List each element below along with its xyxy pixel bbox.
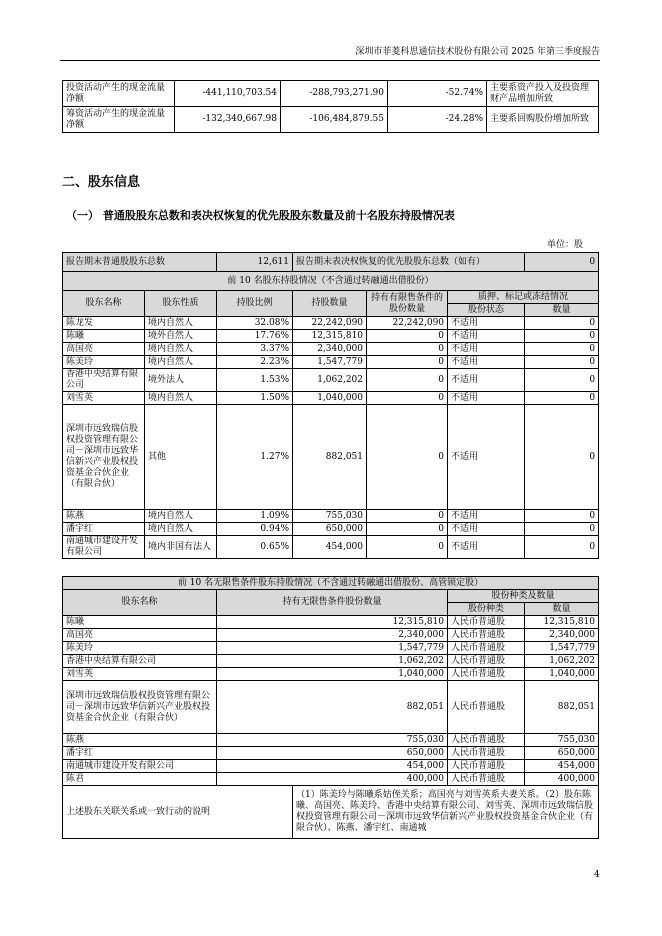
holder-qty: 400,000 [217,773,448,786]
header-kind: 股份种类及数量 [448,590,599,603]
table-title-row [63,272,599,291]
table-row [63,81,599,107]
table-row [63,330,599,343]
holder-qty: 1,040,000 [293,392,367,405]
share-type: 人民币普通股 [448,616,525,629]
header-name: 股东名称 [63,291,145,317]
table-row [63,523,599,536]
holder-status: 不适用 [448,330,525,343]
share-count: 454,000 [525,760,599,773]
holder-name: 深圳市远致瑞信股权投资管理有限公司－深圳市远致华信新兴产业股权投资基金合伙企业（有限合伙） [63,681,217,734]
holder-name: 香港中央结算有限公司 [63,655,217,668]
holder-qty: 1,547,779 [293,356,367,369]
holder-name: 陈燕 [63,510,145,523]
holder-name: 刘雪英 [63,668,217,681]
holder-nature: 境内非国有法人 [145,536,217,559]
holder-ratio: 1.27% [217,405,293,510]
holder-qty: 12,315,810 [217,616,448,629]
table-row [63,642,599,655]
table-row [63,343,599,356]
holder-name: 陈曦 [63,330,145,343]
holder-nature: 境内自然人 [145,392,217,405]
holder-nature: 其他 [145,405,217,510]
share-count: 1,062,202 [525,655,599,668]
top10-shareholders-table [62,252,599,559]
holder-nature: 境外法人 [145,369,217,392]
holder-count: 0 [525,510,599,523]
page-number: 4 [594,870,600,880]
table-row [63,536,599,559]
change-value: -52.74% [388,81,487,107]
unrestricted-title: 前 10 名无限售条件股东持股情况（不含通过转融通出借股份、高管锁定股） [63,577,599,590]
holder-status: 不适用 [448,343,525,356]
holder-count: 0 [525,523,599,536]
holder-name: 南通城市建设开发有限公司 [63,760,217,773]
holder-qty: 12,315,810 [293,330,367,343]
prior-value: -288,793,271.90 [281,81,388,107]
holder-name: 刘雪英 [63,392,145,405]
cash-flow-table [62,80,599,133]
holder-qty: 755,030 [293,510,367,523]
holder-count: 0 [525,330,599,343]
header-name: 股东名称 [63,590,217,616]
share-count: 400,000 [525,773,599,786]
share-count: 650,000 [525,747,599,760]
preferred-holders-label: 报告期末表决权恢复的优先股股东总数（如有） [293,253,525,272]
holder-nature: 境内自然人 [145,510,217,523]
holder-restricted: 0 [367,392,448,405]
holder-name: 潘宇红 [63,747,217,760]
holder-name: 潘宇红 [63,523,145,536]
share-type: 人民币普通股 [448,773,525,786]
header-nature: 股东性质 [145,291,217,317]
holder-restricted: 0 [367,510,448,523]
share-type: 人民币普通股 [448,668,525,681]
holder-ratio: 17.76% [217,330,293,343]
row-label: 投资活动产生的现金流量净额 [63,81,175,107]
total-holders-label: 报告期末普通股股东总数 [63,253,217,272]
share-count: 882,051 [525,681,599,734]
share-count: 755,030 [525,734,599,747]
holder-restricted: 0 [367,369,448,392]
share-type: 人民币普通股 [448,655,525,668]
holder-qty: 22,242,090 [293,317,367,330]
section-title: 二、股东信息 [62,175,141,190]
holder-status: 不适用 [448,405,525,510]
header-qty: 持有无限售条件股份数量 [217,590,448,616]
holder-ratio: 2.23% [217,356,293,369]
unrestricted-shareholders-table [62,576,599,839]
header-row [63,590,599,603]
holder-status: 不适用 [448,392,525,405]
preferred-holders-value: 0 [525,253,599,272]
holder-status: 不适用 [448,356,525,369]
table-row [63,734,599,747]
table-row [63,616,599,629]
total-holders-value: 12,611 [217,253,293,272]
table-row [63,747,599,760]
holder-count: 0 [525,536,599,559]
holder-status: 不适用 [448,317,525,330]
holder-nature: 境内自然人 [145,343,217,356]
holder-qty: 882,051 [293,405,367,510]
table-row [63,356,599,369]
holder-qty: 1,062,202 [217,655,448,668]
holder-status: 不适用 [448,523,525,536]
holder-status: 不适用 [448,536,525,559]
share-type: 人民币普通股 [448,734,525,747]
header-qty: 持股数量 [293,291,367,317]
relation-label: 上述股东关联关系或一致行动的说明 [63,786,293,839]
holder-qty: 650,000 [293,523,367,536]
relation-row [63,786,599,839]
share-type: 人民币普通股 [448,760,525,773]
header-ratio: 持股比例 [217,291,293,317]
current-value: -132,340,667.98 [175,107,281,133]
table-row [63,629,599,642]
change-reason: 主要系回购股份增加所致 [487,107,599,133]
summary-row [63,253,599,272]
header-status: 股份状态 [448,304,525,317]
table-row [63,392,599,405]
table-row [63,668,599,681]
subsection-title: （一） 普通股股东总数和表决权恢复的优先股股东数量及前十名股东持股情况表 [66,209,455,222]
holder-name: 香港中央结算有限公司 [63,369,145,392]
header-type: 股份种类 [448,603,525,616]
table-row [63,369,599,392]
holder-ratio: 32.08% [217,317,293,330]
unit-label: 单位：股 [547,240,584,250]
share-type: 人民币普通股 [448,681,525,734]
holder-ratio: 3.37% [217,343,293,356]
holder-name: 陈燕 [63,734,217,747]
holder-name: 陈君 [63,773,217,786]
holder-count: 0 [525,356,599,369]
holder-restricted: 0 [367,356,448,369]
header-restricted: 持有有限售条件的股份数量 [367,291,448,317]
table-row [63,510,599,523]
holder-qty: 1,040,000 [217,668,448,681]
holder-count: 0 [525,317,599,330]
holder-restricted: 0 [367,523,448,536]
share-type: 人民币普通股 [448,629,525,642]
header-count: 数量 [525,304,599,317]
holder-qty: 2,340,000 [293,343,367,356]
holder-restricted: 0 [367,330,448,343]
holder-count: 0 [525,392,599,405]
share-type: 人民币普通股 [448,642,525,655]
table-row [63,405,599,510]
page-header: 深圳市菲菱科思通信技术股份有限公司 2025 年第三季度报告 [60,46,600,61]
relation-text: （1）陈美玲与陈曦系姑侄关系；高国亮与刘雪英系夫妻关系。（2）股东陈曦、高国亮、陈美玲、香港中央结算有限公司、刘雪英、深圳市远致瑞信股权投资管理有限公司－深圳市远致华信新兴产业股权投资基金合伙企业（有限合伙）、陈燕、潘宇红、南通城 [293,786,599,839]
holder-qty: 755,030 [217,734,448,747]
table-row [63,317,599,330]
holder-ratio: 1.50% [217,392,293,405]
share-count: 2,340,000 [525,629,599,642]
holder-name: 高国亮 [63,629,217,642]
holder-count: 0 [525,369,599,392]
current-value: -441,110,703.54 [175,81,281,107]
holder-ratio: 1.09% [217,510,293,523]
holder-qty: 1,062,202 [293,369,367,392]
holder-name: 陈龙发 [63,317,145,330]
holder-restricted: 0 [367,536,448,559]
header-row [63,291,599,304]
holder-nature: 境内自然人 [145,523,217,536]
header-pledge: 质押、标记或冻结情况 [448,291,599,304]
holder-status: 不适用 [448,369,525,392]
holder-ratio: 0.94% [217,523,293,536]
prior-value: -106,484,879.55 [281,107,388,133]
share-count: 1,547,779 [525,642,599,655]
holder-qty: 882,051 [217,681,448,734]
holder-name: 陈美玲 [63,642,217,655]
header-count: 数量 [525,603,599,616]
holder-restricted: 0 [367,405,448,510]
holder-name: 高国亮 [63,343,145,356]
holder-count: 0 [525,343,599,356]
holder-qty: 454,000 [217,760,448,773]
share-type: 人民币普通股 [448,747,525,760]
share-count: 12,315,810 [525,616,599,629]
table-row [63,760,599,773]
holder-name: 深圳市远致瑞信股权投资管理有限公司－深圳市远致华信新兴产业股权投资基金合伙企业（有限合伙） [63,405,145,510]
top10-title: 前 10 名股东持股情况（不含通过转融通出借股份） [63,272,599,291]
table-row [63,681,599,734]
table-row [63,773,599,786]
change-value: -24.28% [388,107,487,133]
holder-nature: 境内自然人 [145,356,217,369]
holder-nature: 境内自然人 [145,317,217,330]
holder-qty: 454,000 [293,536,367,559]
row-label: 筹资活动产生的现金流量净额 [63,107,175,133]
table-row [63,655,599,668]
table-row [63,107,599,133]
holder-name: 南通城市建设开发有限公司 [63,536,145,559]
holder-restricted: 0 [367,343,448,356]
holder-ratio: 1.53% [217,369,293,392]
change-reason: 主要系资产投入及投资理财产品增加所致 [487,81,599,107]
share-count: 1,040,000 [525,668,599,681]
holder-nature: 境外自然人 [145,330,217,343]
holder-qty: 2,340,000 [217,629,448,642]
holder-name: 陈曦 [63,616,217,629]
holder-restricted: 22,242,090 [367,317,448,330]
holder-qty: 650,000 [217,747,448,760]
holder-qty: 1,547,779 [217,642,448,655]
holder-name: 陈美玲 [63,356,145,369]
holder-status: 不适用 [448,510,525,523]
holder-count: 0 [525,405,599,510]
table-title-row [63,577,599,590]
holder-ratio: 0.65% [217,536,293,559]
